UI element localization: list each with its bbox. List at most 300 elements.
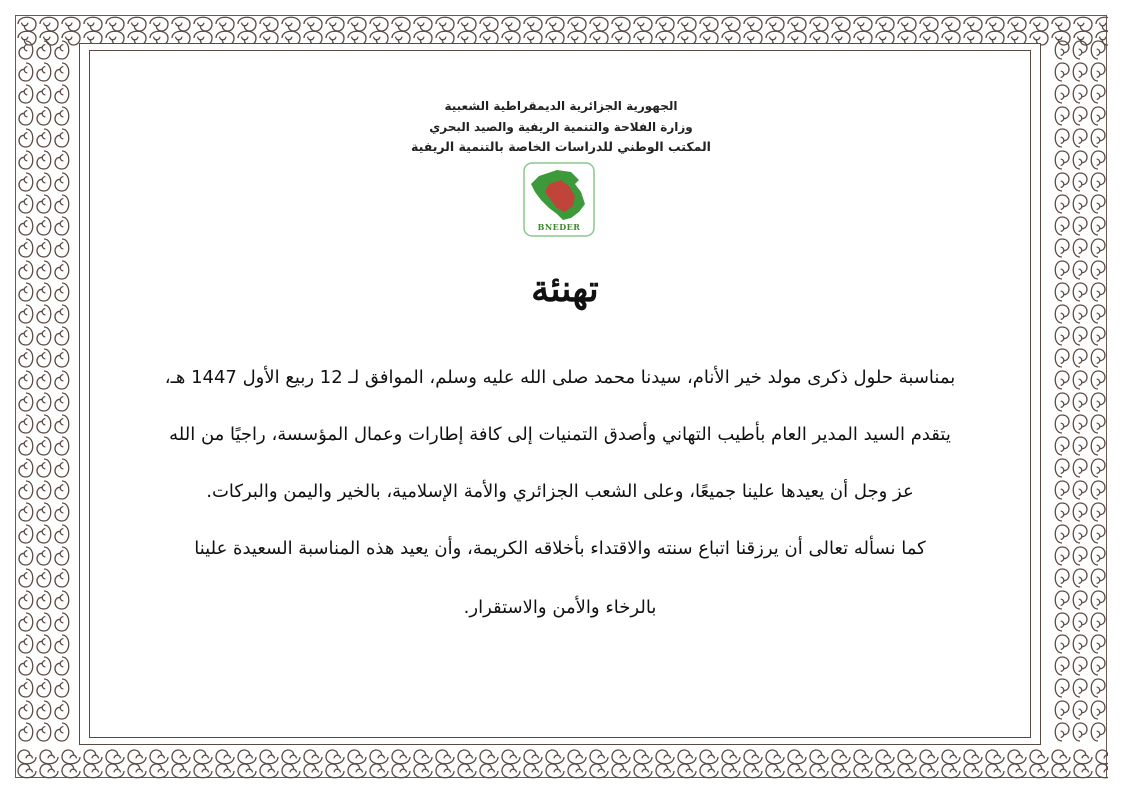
ornament-motif [524,17,542,31]
ornament-motif [1055,349,1069,367]
ornament-motif [1096,750,1108,764]
ornament-motif [1091,327,1105,345]
ornament-motif [348,750,366,764]
ornament-motif [18,764,36,778]
ornament-motif [1055,217,1069,235]
ornament-motif [106,17,124,31]
ornament-motif [1091,371,1105,389]
ornament-motif [788,17,806,31]
ornament-motif [1055,63,1069,81]
ornament-motif [1091,349,1105,367]
body-line-3: عز وجل أن يعيدها علينا جميعًا، وعلى الشعب الجزائري والأمة الإسلامية، بالخير واليمن والبركات. [206,481,914,502]
ornament-motif [37,173,51,191]
ornament-motif [1073,261,1087,279]
ornament-motif [1055,393,1069,411]
ornament-motif [370,764,388,778]
ornament-motif [1055,437,1069,455]
ornament-motif [568,17,586,31]
header-office: المكتب الوطني للدراسات الخاصة بالتنمية الريفية [411,139,711,154]
ornament-motif [19,723,33,741]
ornament-motif [55,217,69,235]
ornament-motif [546,17,564,31]
ornament-motif [1091,195,1105,213]
ornament-motif [854,17,872,31]
ornament-motif [1055,283,1069,301]
ornament-motif [942,17,960,31]
ornament-motif [832,17,850,31]
ornament-motif [766,750,784,764]
ornament-motif [37,261,51,279]
ornament-motif [326,17,344,31]
ornament-motif [37,239,51,257]
ornament-motif [722,17,740,31]
ornament-motif [55,239,69,257]
ornament-motif [19,701,33,719]
ornament-motif [1073,195,1087,213]
ornament-motif [568,764,586,778]
ornament-motif [19,393,33,411]
ornament-motif [370,17,388,31]
ornament-motif [1052,750,1070,764]
ornament-motif [55,63,69,81]
ornament-motif [1073,283,1087,301]
ornament-motif [37,283,51,301]
ornament-motif [55,415,69,433]
ornament-motif [55,657,69,675]
ornament-motif [1055,459,1069,477]
ornament-motif [37,503,51,521]
ornament-motif [55,635,69,653]
ornament-motif [1091,503,1105,521]
ornament-motif [55,459,69,477]
ornament-motif [1055,657,1069,675]
ornament-motif [964,17,982,31]
ornament-motif [84,764,102,778]
ornament-motif [1073,239,1087,257]
ornament-motif [194,17,212,31]
ornament-motif [744,17,762,31]
ornament-motif [1074,764,1092,778]
ornament-motif [1091,723,1105,741]
ornament-motif [920,17,938,31]
ornament-motif [19,371,33,389]
ornament-motif [37,217,51,235]
ornament-motif [1055,723,1069,741]
ornament-motif [1091,261,1105,279]
ornament-motif [1055,635,1069,653]
ornament-motif [942,764,960,778]
ornament-motif [1030,17,1048,31]
ornament-motif [19,195,33,213]
ornament-motif [37,459,51,477]
ornament-motif [238,750,256,764]
ornament-motif [656,17,674,31]
ornament-motif [546,764,564,778]
ornament-motif [436,750,454,764]
ornament-motif [1091,173,1105,191]
ornament-motif [260,764,278,778]
ornament-motif [436,764,454,778]
ornament-motif [216,750,234,764]
ornament-motif [942,750,960,764]
logo-label: BNEDER [537,222,581,232]
ornament-motif [238,17,256,31]
ornament-motif [634,750,652,764]
ornament-motif [194,750,212,764]
ornament-motif [876,764,894,778]
ornament-motif [55,349,69,367]
ornament-motif [172,17,190,31]
ornament-motif [62,750,80,764]
ornament-motif [1091,305,1105,323]
ornament-motif [1096,17,1108,31]
ornament-motif [480,750,498,764]
ornament-motif [1052,764,1070,778]
ornament-motif [1055,239,1069,257]
ornament-motif [524,764,542,778]
ornament-motif [304,750,322,764]
ornament-motif [1073,415,1087,433]
ornament-motif [37,613,51,631]
ornament-motif [1073,437,1087,455]
ornament-motif [260,750,278,764]
ornament-motif [1055,481,1069,499]
ornament-motif [1073,327,1087,345]
ornament-motif [678,750,696,764]
body-line-4: كما نسأله تعالى أن يرزقنا اتباع سنته والاقتداء بأخلاقه الكريمة، وأن يعيد هذه المناسبة السعيدة علينا [194,538,926,559]
ornament-motif [854,764,872,778]
ornament-motif [590,764,608,778]
ornament-motif [37,41,51,59]
ornament-motif [19,437,33,455]
ornament-motif [40,750,58,764]
ornament-motif [1091,525,1105,543]
ornament-motif [1055,613,1069,631]
ornament-motif [1091,481,1105,499]
ornament-motif [1055,547,1069,565]
ornament-motif [1091,239,1105,257]
ornament-motif [55,393,69,411]
header-republic: الجهورية الجزائرية الديمقراطية الشعبية [444,99,678,113]
ornament-motif [55,41,69,59]
ornament-motif [1091,217,1105,235]
ornament-motif [1055,415,1069,433]
ornament-motif [55,283,69,301]
ornament-motif [700,17,718,31]
ornament-motif [150,764,168,778]
ornament-motif [282,764,300,778]
ornament-motif [37,569,51,587]
ornament-motif [964,764,982,778]
ornament-motif [19,173,33,191]
ornament-motif [1055,305,1069,323]
ornament-motif [37,371,51,389]
ornament-motif [19,349,33,367]
ornament-motif [19,217,33,235]
ornament-motif [19,503,33,521]
ornament-motif [84,17,102,31]
ornament-motif [656,750,674,764]
ornament-motif [37,525,51,543]
ornament-motif [19,327,33,345]
ornament-motif [744,750,762,764]
ornament-motif [1073,503,1087,521]
ornament-motif [216,764,234,778]
ornament-motif [128,764,146,778]
ornament-motif [55,327,69,345]
ornament-motif [1073,305,1087,323]
ornament-motif [55,503,69,521]
ornament-motif [920,750,938,764]
ornament-motif [128,750,146,764]
ornament-motif [1055,679,1069,697]
ornament-motif [1030,750,1048,764]
ornament-motif [1091,415,1105,433]
ornament-motif [37,481,51,499]
ornament-motif [304,764,322,778]
ornament-motif [55,547,69,565]
ornament-motif [1096,31,1108,45]
ornament-motif [832,764,850,778]
ornament-motif [1073,525,1087,543]
ornament-motif [1055,195,1069,213]
ornament-motif [1055,591,1069,609]
ornament-motif [1074,750,1092,764]
ornament-motif [37,437,51,455]
ornament-motif [1091,701,1105,719]
ornament-motif [766,17,784,31]
ornament-motif [40,17,58,31]
ornament-motif [326,764,344,778]
ornament-motif [62,764,80,778]
ornament-motif [766,764,784,778]
ornament-motif [678,764,696,778]
ornament-motif [634,17,652,31]
ornament-motif [436,17,454,31]
ornament-motif [1091,459,1105,477]
ornament-motif [55,173,69,191]
ornament-motif [612,764,630,778]
ornament-motif [19,569,33,587]
ornament-motif [19,591,33,609]
ornament-motif [55,481,69,499]
ornament-motif [1074,31,1092,45]
ornament-motif [612,750,630,764]
ornament-motif [986,764,1004,778]
header-ministry: وزارة الفلاحة والتنمية الريفية والصيد البحري [429,120,693,134]
ornament-motif [568,750,586,764]
ornament-motif [18,17,36,31]
ornament-motif [986,750,1004,764]
ornament-motif [1073,723,1087,741]
ornament-motif [55,195,69,213]
ornament-motif [55,371,69,389]
ornament-motif [1055,173,1069,191]
ornament-motif [392,17,410,31]
ornament-motif [370,750,388,764]
ornament-motif [238,764,256,778]
ornament-motif [19,547,33,565]
ornament-motif [19,305,33,323]
ornament-motif [37,393,51,411]
ornament-motif [19,261,33,279]
ornament-motif [1073,393,1087,411]
ornament-motif [810,17,828,31]
ornament-motif [898,764,916,778]
ornament-motif [700,750,718,764]
ornament-motif [546,750,564,764]
ornament-motif [502,764,520,778]
ornament-motif [1073,459,1087,477]
ornament-motif [37,723,51,741]
body-line-5: بالرخاء والأمن والاستقرار. [463,597,657,618]
body-line-1: بمناسبة حلول ذكرى مولد خير الأنام، سيدنا محمد صلى الله عليه وسلم، الموافق لـ 12 ربيع الأول 1447 هـ، [164,367,956,388]
ornament-motif [1091,41,1105,59]
ornament-motif [810,764,828,778]
ornament-motif [1073,613,1087,631]
ornament-motif [18,750,36,764]
ornament-motif [1073,591,1087,609]
ornament-motif [37,679,51,697]
body-line-2: يتقدم السيد المدير العام بأطيب التهاني وأصدق التمنيات إلى كافة إطارات وعمال المؤسسة، راجيًا من الله [169,424,951,445]
ornament-motif [326,750,344,764]
ornament-motif [55,591,69,609]
ornament-motif [480,17,498,31]
ornament-motif [150,750,168,764]
ornament-motif [392,750,410,764]
ornament-motif [55,525,69,543]
ornament-motif [55,701,69,719]
ornament-motif [414,750,432,764]
ornament-motif [19,679,33,697]
ornament-motif [1091,591,1105,609]
ornament-motif [19,63,33,81]
ornament-motif [1008,764,1026,778]
ornament-motif [282,17,300,31]
ornament-motif [19,635,33,653]
ornament-motif [37,327,51,345]
ornament-motif [1073,701,1087,719]
ornament-motif [194,764,212,778]
ornament-motif [1073,349,1087,367]
ornament-motif [1096,764,1108,778]
ornament-motif [1055,371,1069,389]
ornament-motif [1055,261,1069,279]
ornament-motif [700,764,718,778]
ornament-motif [634,764,652,778]
ornament-motif [55,305,69,323]
ornament-motif [1091,657,1105,675]
ornament-motif [1055,569,1069,587]
ornament-motif [55,723,69,741]
ornament-motif [128,17,146,31]
ornament-motif [898,750,916,764]
ornament-motif [304,17,322,31]
ornament-motif [37,547,51,565]
ornament-motif [19,459,33,477]
ornament-motif [722,750,740,764]
ornament-motif [55,613,69,631]
ornament-motif [37,349,51,367]
ornament-motif [37,701,51,719]
ornament-motif [19,613,33,631]
ornament-motif [37,195,51,213]
ornament-motif [1073,63,1087,81]
ornament-motif [458,764,476,778]
ornament-motif [1091,63,1105,81]
ornament-motif [348,764,366,778]
ornament-motif [788,764,806,778]
ornament-motif [722,764,740,778]
ornament-motif [480,764,498,778]
ornament-motif [524,750,542,764]
ornament-motif [19,283,33,301]
ornament-motif [37,657,51,675]
ornament-motif [1052,17,1070,31]
ornament-motif [502,750,520,764]
ornament-motif [1008,750,1026,764]
ornament-motif [19,239,33,257]
ornament-motif [172,764,190,778]
ornament-motif [744,764,762,778]
ornament-motif [1091,613,1105,631]
ornament-motif [282,750,300,764]
ornament-motif [1091,635,1105,653]
ornament-motif [106,750,124,764]
ornament-motif [502,17,520,31]
ornament-motif [898,17,916,31]
ornament-motif [1091,393,1105,411]
ornament-motif [84,750,102,764]
ornament-motif [37,63,51,81]
ornament-motif [150,17,168,31]
ornament-motif [1073,371,1087,389]
ornament-motif [40,764,58,778]
ornament-motif [1074,17,1092,31]
ornament-motif [590,17,608,31]
ornament-motif [1073,657,1087,675]
ornament-motif [37,415,51,433]
ornament-motif [810,750,828,764]
ornament-motif [37,305,51,323]
ornament-motif [1008,17,1026,31]
ornament-motif [458,750,476,764]
ornament-motif [1073,173,1087,191]
ornament-motif [414,17,432,31]
greeting-title: تهنئة [531,268,599,310]
ornament-motif [19,481,33,499]
ornament-motif [678,17,696,31]
ornament-motif [19,525,33,543]
ornament-motif [964,750,982,764]
ornament-motif [19,415,33,433]
ornament-motif [55,437,69,455]
ornament-motif [1073,547,1087,565]
ornament-motif [1091,569,1105,587]
ornament-motif [18,31,36,45]
ornament-motif [1091,547,1105,565]
ornament-motif [37,635,51,653]
ornament-motif [1055,327,1069,345]
ornament-motif [172,750,190,764]
ornament-motif [1055,503,1069,521]
ornament-motif [62,17,80,31]
ornament-motif [986,17,1004,31]
ornament-motif [55,261,69,279]
ornament-motif [1073,679,1087,697]
ornament-motif [832,750,850,764]
ornament-motif [106,764,124,778]
